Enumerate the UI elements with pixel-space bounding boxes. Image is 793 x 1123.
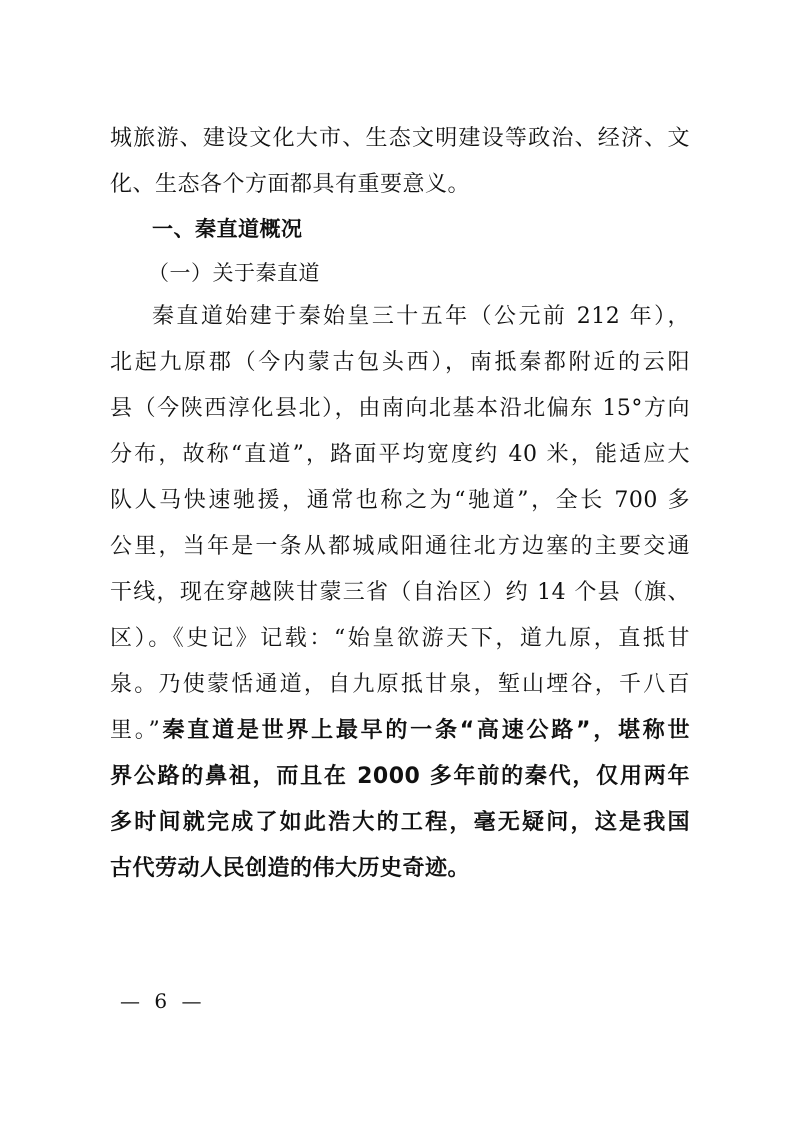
paragraph-line-7: 队人马快速驰援，通常也称之为“驰道”，全长 700 多 [110,488,690,513]
emphasis-line-2: 多时间就完成了如此浩大的工程，毫无疑问，这是我国 [110,810,690,835]
paragraph-line-5: 县（今陕西淳化县北），由南向北基本沿北偏东 15°方向 [110,396,690,421]
paragraph-line-3: 秦直道始建于秦始皇三十五年（公元前 212 年）， [152,304,690,329]
page-number: — 6 — [120,989,206,1013]
subsection-heading: （一）关于秦直道 [148,261,320,285]
paragraph-line-6: 分布，故称“直道”，路面平均宽度约 40 米，能适应大 [110,442,690,467]
quote-ending: 里。” [110,718,161,743]
paragraph-line-4: 北起九原郡（今内蒙古包头西），南抵秦都附近的云阳 [110,350,690,375]
paragraph-line-9: 干线，现在穿越陕甘蒙三省（自治区）约 14 个县（旗、 [110,580,690,605]
emphasis-line-1: 界公路的鼻祖，而且在 2000 多年前的秦代，仅用两年 [110,764,690,789]
emphasis-line-3: 古代劳动人民创造的伟大历史奇迹。 [110,856,471,881]
paragraph-line-11: 泉。乃使蒙恬通道，自九原抵甘泉，堑山堙谷，千八百 [110,672,690,697]
paragraph-line-10: 区）。《史记》记载：“始皇欲游天下，道九原，直抵甘 [110,626,690,651]
paragraph-line-1: 城旅游、建设文化大市、生态文明建设等政治、经济、文 [110,126,690,151]
emphasis-text: 秦直道是世界上最早的一条“高速公路”，堪称世 [160,718,691,743]
paragraph-line-12 [110,716,690,746]
paragraph-line-8: 公里，当年是一条从都城咸阳通往北方边塞的主要交通 [110,534,690,559]
paragraph-line-2: 化、生态各个方面都具有重要意义。 [110,172,471,197]
section-heading: 一、秦直道概况 [152,217,303,241]
